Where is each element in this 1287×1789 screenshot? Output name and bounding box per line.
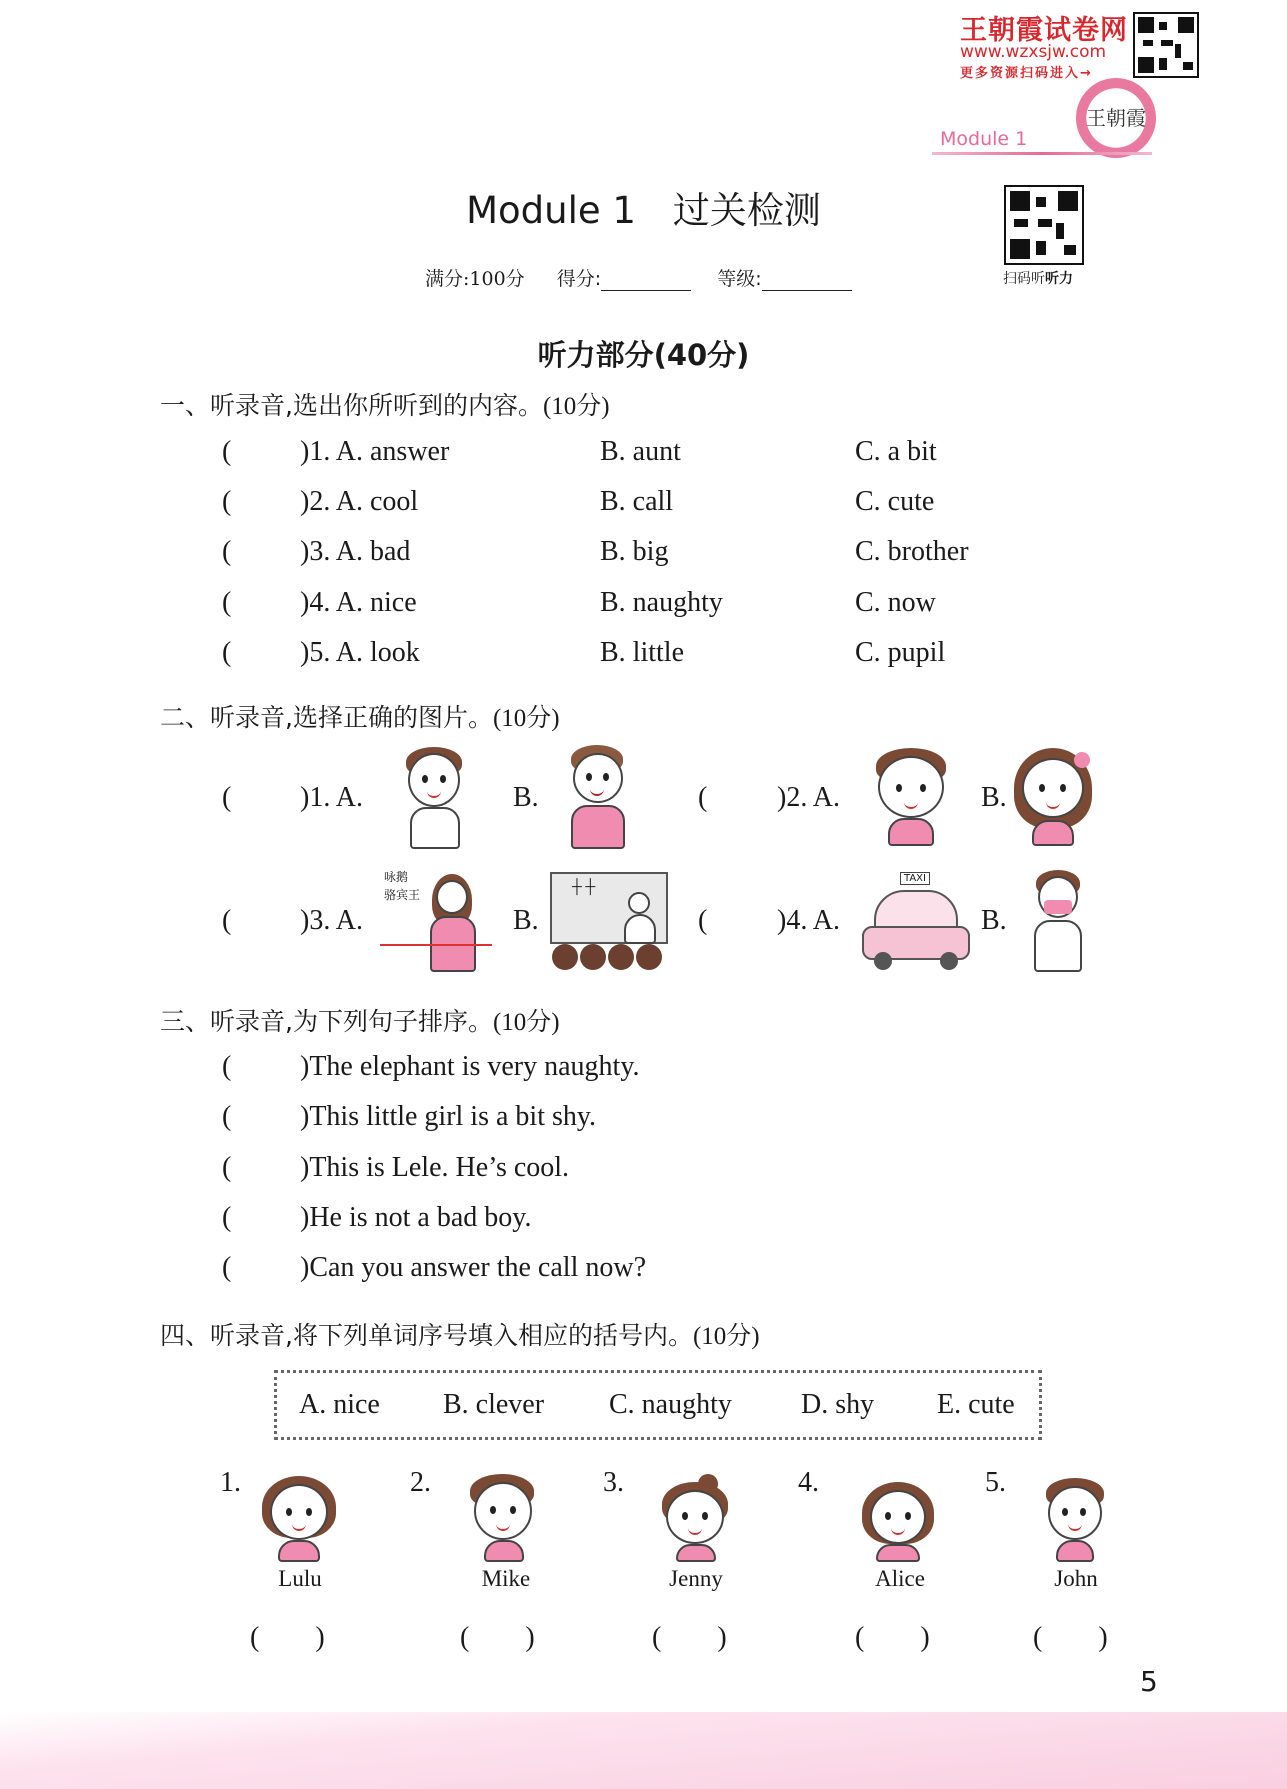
answer-paren[interactable]: ( [222,1202,232,1233]
classroom-picture[interactable] [550,872,668,972]
word-option: B. clever [443,1389,545,1420]
answer-bracket[interactable]: ( ) [1033,1622,1108,1653]
option-b-label: B. [513,782,539,813]
shy-girl-picture[interactable] [1014,748,1092,848]
jenny-picture [658,1474,732,1562]
doctor-picture[interactable] [1030,870,1086,974]
person-name: John [1054,1566,1098,1591]
question-option-c: C. brother [855,536,969,567]
word-bank [274,1370,1042,1440]
section4-title [160,1316,760,1352]
section1-row-2 [0,486,1287,526]
brand-url[interactable]: www.wzxsjw.com [960,42,1107,62]
question-option-b: B. aunt [600,436,681,467]
person-name: Mike [481,1566,531,1591]
lulu-picture [262,1472,336,1562]
poem-line-1: 咏鹅 [384,870,409,884]
answer-paren[interactable]: ( [222,1101,232,1132]
brand-seal-icon [1076,78,1156,158]
board-writing-icon: ┼ ┼ [572,880,596,895]
question-option-c: C. cute [855,486,935,517]
answer-paren[interactable]: ( [698,782,708,813]
picture-question-4: )4. A. [777,905,840,936]
question-option-b: B. naughty [600,587,723,618]
word-option: C. naughty [609,1389,732,1420]
score-blank[interactable] [601,272,691,291]
sentence-text: )This little girl is a bit shy. [300,1101,597,1132]
footer-band [0,1712,1287,1789]
grade-blank[interactable] [762,272,852,291]
question-option-a: )2. A. cool [300,486,419,517]
section4-title-text: 四、听录音,将下列单词序号填入相应的括号内。 [160,1321,693,1350]
john-picture [1042,1478,1108,1562]
cool-boy-picture[interactable] [400,745,470,850]
section3-title [160,1002,560,1038]
section3-row-1 [0,1051,1287,1091]
question-option-a: )5. A. look [300,637,420,668]
score-label: 得分: [556,268,602,290]
answer-paren[interactable]: ( [222,905,232,936]
section3-row-2 [0,1101,1287,1141]
person-number: 3. [603,1467,624,1498]
answer-bracket[interactable]: ( ) [460,1622,535,1653]
question-option-b: B. little [600,637,684,668]
cute-boy-picture[interactable] [872,748,950,848]
question-option-a: )3. A. bad [300,536,411,567]
question-option-b: B. call [600,486,674,517]
taxi-sign: TAXI [900,872,930,885]
section3-row-4 [0,1202,1287,1242]
taxi-picture[interactable] [860,872,972,972]
section3-row-3 [0,1152,1287,1192]
section2-points: (10分) [492,705,560,732]
section4-points: (10分) [692,1323,760,1350]
answer-paren[interactable]: ( [222,1252,232,1283]
teacher-poem-picture[interactable] [380,866,492,974]
page-title: Module 1 过关检测 [466,189,821,232]
naughty-boy-picture[interactable] [563,745,633,850]
answer-paren[interactable]: ( [222,536,232,567]
question-option-a: )4. A. nice [300,587,417,618]
seal-text: 王朝霞 [1086,106,1146,130]
person-name: Jenny [669,1566,723,1591]
answer-paren[interactable]: ( [222,486,232,517]
picture-question-3: )3. A. [300,905,363,936]
section3-row-5 [0,1252,1287,1292]
section2-row-1 [0,782,1287,822]
sentence-text: )He is not a bad boy. [300,1202,532,1233]
person-number: 5. [985,1467,1006,1498]
section2-title [160,698,560,734]
word-option: A. nice [299,1389,380,1420]
option-b-label: B. [513,905,539,936]
section2-title-text: 二、听录音,选择正确的图片。 [160,703,493,732]
person-name: Lulu [278,1566,322,1591]
brand-name: 王朝霞试卷网 [960,15,1128,46]
answer-paren[interactable]: ( [222,436,232,467]
section3-title-text: 三、听录音,为下列句子排序。 [160,1007,493,1036]
section1-title [160,386,610,422]
person-number: 1. [220,1467,241,1498]
section1-row-4 [0,587,1287,627]
sentence-text: )Can you answer the call now? [300,1252,646,1283]
question-option-c: C. now [855,587,936,618]
module-underline [932,152,1152,155]
question-option-c: C. pupil [855,637,946,668]
answer-paren[interactable]: ( [698,905,708,936]
question-option-a: )1. A. answer [300,436,450,467]
option-b-label: B. [981,905,1007,936]
brand-tip: 更多资源扫码进入→ [960,66,1093,81]
answer-paren[interactable]: ( [222,587,232,618]
person-number: 4. [798,1467,819,1498]
picture-question-1: )1. A. [300,782,363,813]
section1-title-text: 一、听录音,选出你所听到的内容。 [160,391,543,420]
qr-caption-a: 扫码听 [1003,271,1045,287]
full-score: 满分:100分 [425,268,525,290]
word-option: D. shy [801,1389,875,1420]
section1-row-5 [0,637,1287,677]
score-line [425,264,872,291]
answer-bracket[interactable]: ( ) [652,1622,727,1653]
qr-caption [1003,268,1073,288]
qr-caption-b: 听力 [1045,271,1073,287]
mike-picture [468,1474,538,1562]
answer-bracket[interactable]: ( ) [250,1622,325,1653]
answer-paren[interactable]: ( [222,1051,232,1082]
answer-paren[interactable]: ( [222,1152,232,1183]
section1-row-3 [0,536,1287,576]
alice-picture [862,1480,934,1562]
sentence-text: )The elephant is very naughty. [300,1051,640,1082]
word-option: E. cute [937,1389,1015,1420]
section1-row-1 [0,436,1287,476]
answer-paren[interactable]: ( [222,637,232,668]
question-option-b: B. big [600,536,669,567]
answer-bracket[interactable]: ( ) [855,1622,930,1653]
person-name: Alice [875,1566,925,1591]
answer-paren[interactable]: ( [222,782,232,813]
section3-points: (10分) [492,1009,560,1036]
question-option-c: C. a bit [855,436,937,467]
page-number: 5 [1140,1665,1158,1698]
sentence-text: )This is Lele. He’s cool. [300,1152,570,1183]
brand-qr-code-icon[interactable] [1133,12,1199,78]
module-tag: Module 1 [940,128,1028,150]
listening-heading: 听力部分(40分) [537,338,750,372]
picture-question-2: )2. A. [777,782,840,813]
grade-label: 等级: [717,268,762,290]
poem-line-2: 骆宾王 [384,888,421,902]
listening-qr-code-icon[interactable] [1004,185,1084,265]
section1-points: (10分) [542,393,610,420]
person-number: 2. [410,1467,431,1498]
option-b-label: B. [981,782,1007,813]
